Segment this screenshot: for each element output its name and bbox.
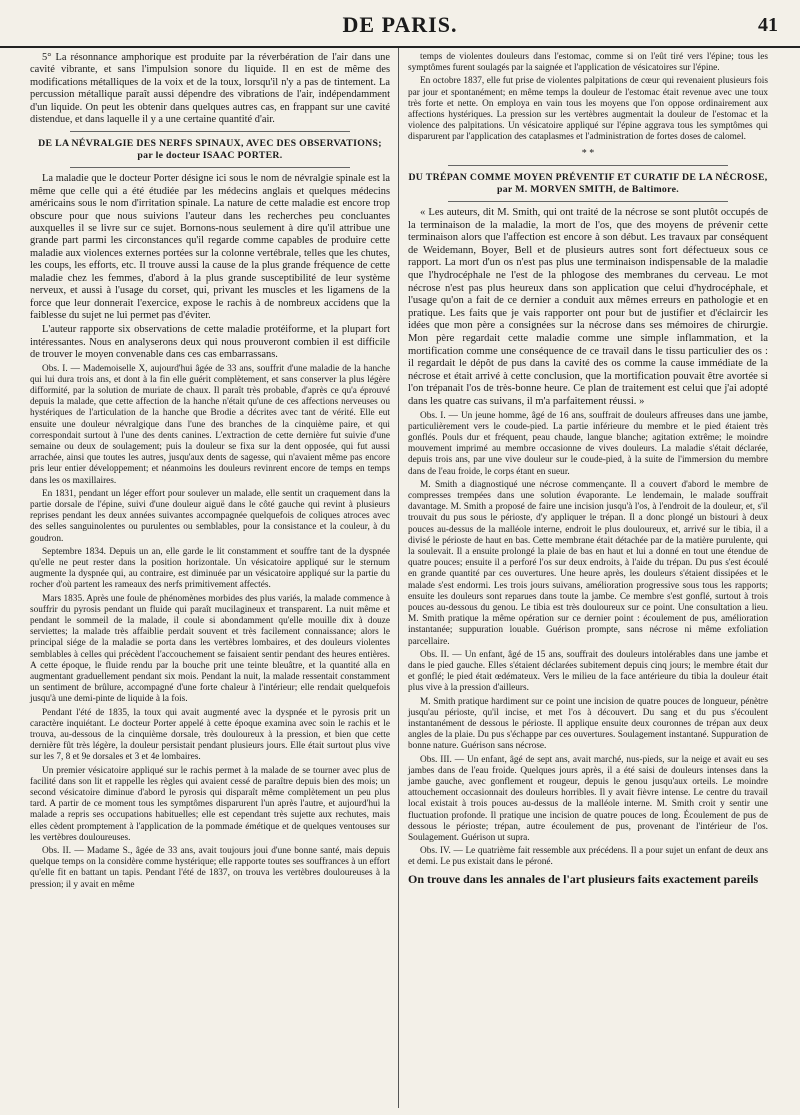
section-title-trepan: DU TRÉPAN COMME MOYEN PRÉVENTIF ET CURATIF DE LA NÉCROSE, par M. MORVEN SMITH, de Baltimore.: [408, 172, 768, 196]
observation-paragraph: Obs. IV. — Le quatrième fait ressemble aux précédens. Il a pour sujet un enfant de deux ans et demi. Le pus existait dans le péroné.: [408, 846, 768, 868]
quote-paragraph: « Les auteurs, dit M. Smith, qui ont traité de la nécrose se sont plutôt occupés de la terminaison de la maladie, la mort de l'os, que des moyens de prévenir cette terminaison alors que l'affection est encore à son début. Les travaux par conséquent de Weidemann, Boyer, Bell et de plusieurs autres sont fort défectueux sous ce rapport. La mort d'un os n'est pas plus une terminaison indispensable de la maladie que l'hydrocéphale ne l'est de la phlogose des membranes du cerveau. Le mot nécrose n'est pas plus heureux dans son application que celui d'hydrocéphale, et l'usage qu'on a fait de ce dernier a conduit aux mêmes erreurs en pathologie et en pratique. Les faits que je vais rapporter ont pour but de justifier et d'éclaircir les idées que mon père a consignées sur la nécrose dans ses mémoires de chirurgie. Mon père regardait cette maladie comme une simple inflammation, et la mortification comme une conséquence de ce travail dans le tissu particulier des os : il regardait le dépôt de pus dans la cavité des os comme la cause immédiate de la nécrose et était arrivé à cette conclusion, que la mortification pouvait être avortée si l'on trépanait l'os de très-bonne heure. Ce plan de traitement est celui que j'ai adopté dans les quatre cas suivans, il m'a parfaitement réussi. »: [408, 207, 768, 407]
page-header: [0, 0, 800, 48]
right-column: [408, 52, 768, 887]
observations-block: [30, 364, 390, 891]
section-rule: [448, 201, 728, 202]
observation-paragraph: Obs. I. — Mademoiselle X, aujourd'hui âgée de 33 ans, souffrit d'une maladie de la hanche qui lui dura trois ans, et dont à la fin elle guérit complètement, et sans conserver la plus légère difformité, par la solution de muriate de chaux. Il paraît très probable, d'après ce qu'a éprouvé depuis la malade, que cette affection de la hanche n'était qu'une de ces affections nerveuses ou hystériques de l'articulation de la hanche que Brodie a décrites avec tant de vérité. Elle eut ensuite une douleur névralgique dans l'une des branches de la cinquième paire, et qui correspondait surtout à l'une des dents canines. L'extraction de cette dernière fut suivie d'une semaine ou deux de soulagement; puis la douleur se fixa sur la dent opposée, qui fut aussi arrachée, ainsi que toutes les autres, jusqu'aux dents de sagesse, qui n'avaient même pas encore pris leur entier développement; et néanmoins les douleurs revinrent encore de temps en temps dans les os maxillaires.: [30, 363, 390, 486]
left-column: [30, 52, 390, 893]
observation-paragraph: temps de violentes douleurs dans l'estomac, comme si on l'eût tiré vers l'épine; tous les symptômes furent soulagés par la saignée et l'application de vésicatoires sur l'épine.: [408, 52, 768, 74]
observation-paragraph: Obs. I. — Un jeune homme, âgé de 16 ans, souffrait de douleurs affreuses dans une jambe, particulièrement vers le coude-pied. La partie inférieure du membre et le pied étaient très gonflés. Pouls dur et fréquent, peau chaude, langue blanche; agitation extrême; le moindre mouvement imprimé au membre occasionne de vives douleurs. La maladie s'était déclarée, depuis trois ans, par une vive douleur sur le coude-pied, à la suite de l'immersion du membre dans de l'eau froide, le corps étant en sueur.: [408, 410, 768, 477]
observation-paragraph: En octobre 1837, elle fut prise de violentes palpitations de cœur qui revenaient plusieurs fois par jour et spontanément; en même temps la douleur de l'estomac était revenue avec une toux très forte et nette. On employa en vain tous les moyens que l'on oppose ordinairement aux affections hystériques. La pression sur les vertèbres augmentait la douleur de l'estomac et la violence des palpitations. Un vésicatoire appliqué sur l'épine aggrava tous les symptômes qui disparurent par l'application des cataplasmes et l'administration de fortes doses de calomel.: [408, 76, 768, 143]
column-divider: [398, 48, 399, 1108]
observation-paragraph: Pendant l'été de 1835, la toux qui avait augmenté avec la dyspnée et le pyrosis prit un caractère inquiétant. Le docteur Porter appelé à cette époque examina avec soin le rachis et le trouva, au-dessous de la cinquième dorsale, très douloureux à la pression, et bien que cette dernière fût très légère, la douleur persistait pendant plusieurs jours. Elle était surtout plus vive sur les 7, 8 et 9e dorsales et 3 et 4e lombaires.: [30, 707, 390, 763]
observation-paragraph: Obs. II. — Madame S., âgée de 33 ans, avait toujours joui d'une bonne santé, mais depuis quelque temps on la considère comme hystérique; elle rapporte toutes ses souffrances à un effort qu'elle fit en battant un tapis. Pendant l'été de 1837, on trouva les vertèbres douloureuses à la pression; il y avait en même: [30, 846, 390, 890]
page-number: 41: [758, 14, 778, 36]
section-rule: [448, 165, 728, 166]
observation-paragraph: M. Smith a diagnostiqué une nécrose commençante. Il a couvert d'abord le membre de compresses trempées dans une solution évaporante. Le lendemain, le malade souffrait davantage. M. Smith a proposé de faire une incision jusqu'à l'os, à l'endroit de la douleur, et, s'il trouvait du pus sous le périoste, d'y appliquer le trépan. Il a donc plongé un bistouri à deux pouces au-dessus de la malléole interne, endroit le plus douloureux, et, arrivé sur le tibia, il a divisé le périoste de haut en bas. Cette membrane était détachée par de la matière purulente, qui la soulevait. Il a ensuite prolongé la plaie de bas en haut et lui a donné en tout une étendue de quatre pouces; ensuite il a perforé l'os sur deux endroits, à l'aide du trépan. Du pus s'est écoulé en grande quantité par ces ouvertures. Une heure après, les douleurs s'étaient dissipées et le malade s'est endormi. Les trois jours suivans, amélioration progressive sous tous les rapports; ensuite les douleurs sont reparues dans toute la jambe. Ce membre s'est gonflé, surtout à trois pouces au-dessous du genou. Le tibia est très douloureux sur ce point. Une consultation a lieu. M. Smith pratique la même opération sur ce dernier point : écoulement de pus, amélioration instantanée; suppuration louable. Guérison prompte, sans nécrose ni même exfoliation parcellaire.: [408, 479, 768, 647]
observation-paragraph: Septembre 1834. Depuis un an, elle garde le lit constamment et souffre tant de la dyspnée qu'elle ne peut rester dans la position horizontale. Un vésicatoire appliqué sur le sternum augmente la dyspnée qui, au contraire, est diminuée par un vésicatoire appliqué sur la partie du rocher d'où partent les rameaux des nerfs primitivement affectés.: [30, 546, 390, 591]
closing-line: On trouve dans les annales de l'art plusieurs faits exactement pareils: [408, 871, 759, 886]
intro-paragraph: 5° La résonnance amphorique est produite par la réverbération de l'air dans une cavité vibrante, et sans l'impulsion sonore du liquide. Il en est de même des modifications métalliques de la voix et de la toux, lorsqu'il n'y a pas de tintement. La percussion métallique paraît aussi dépendre des vibrations de l'air, indépendamment d'un liquide. On peut les obtenir dans quelques autres cas, en frappant sur une cavité distendue, et dans laquelle il y a une certaine quantité d'air.: [30, 52, 390, 126]
observation-paragraph: Obs. II. — Un enfant, âgé de 15 ans, souffrait des douleurs intolérables dans une jambe et dans le pied gauche. Elles s'étaient déclarées subitement depuis cinq jours; le membre était dur et gonflé; le pied était œdémateux. Vers le milieu de la face antérieure du tibia la douleur était plus vive à la pression d'ailleurs.: [408, 649, 768, 694]
section-separator-stars: * *: [581, 147, 595, 159]
continuation-block: [408, 52, 768, 144]
page-title: DE PARIS.: [342, 12, 458, 37]
observations-block: [408, 411, 768, 869]
quote-block: [408, 207, 768, 409]
observation-paragraph: Un premier vésicatoire appliqué sur le rachis permet à la malade de se tourner avec plus de facilité dans son lit et rappelle les règles qui avaient cessé de paraître depuis bien des mois; un second vésicatoire diminue d'abord le pyrosis qui disparaît même complètement un peu plus tard. A partir de ce moment tous les symptômes disparurent l'un après l'autre, et aujourd'hui la malade a repris ses occupations habituelles; elle est cependant très sujette aux rechutes, mais elles cèdent promptement à l'application de la pommade émétique et de quelques ventouses sur les vertèbres douloureuses.: [30, 765, 390, 843]
observation-paragraph: M. Smith pratique hardiment sur ce point une incision de quatre pouces de longueur, pénètre jusqu'au périoste, qu'il incise, et met l'os à découvert. Du sang et du pus s'écoulent instantanément de dessous le périoste. Il applique ensuite deux couronnes de trépan aux deux angles de la plaie. Du pus s'échappe par ces ouvertures. Soulagement instantané. Suppuration de bonne nature. Guérison sans nécrose.: [408, 696, 768, 752]
section-title-nevralgie: DE LA NÉVRALGIE DES NERFS SPINAUX, AVEC DES OBSERVATIONS; par le docteur ISAAC PORTER.: [38, 138, 382, 162]
observation-paragraph: En 1831, pendant un léger effort pour soulever un malade, elle sentit un craquement dans la partie dorsale de l'épine, suivi d'une douleur aiguë dans le côté gauche qui revint à plusieurs reprises pendant les deux années suivantes accompagnée quelquefois de coliques atroces avec des selles sanguinolentes ou purulentes ou semblables, pour la consistance et la couleur, à du goudron.: [30, 488, 390, 544]
article-paragraph: La maladie que le docteur Porter désigne ici sous le nom de névralgie spinale est la même que celle qui a été étudiée par les médecins anglais et quelques médecins américains sous le nom d'irritation spinale. La nature de cette maladie est encore trop obscure pour que nous suivions l'auteur dans les recherches peu concluantes auxquelles il se livre sur ce sujet. Bornons-nous seulement à dire qu'il attribue une grande part parmi les circonstances qu'il regarde comme capables de produire cette maladie aux violences externes portées sur la colonne vertébrale, telles que les chutes, les coups, les efforts, etc. Il trouve aussi la cause de la plus grande fréquence de cette maladie chez les femmes, d'abord à la plus grande susceptibilité de leur système nerveux, et aussi à l'usage du corset, qui, privant les muscles et les ligamens de la force que leur donnerait l'exercice, expose le rachis à de nombreux accidens que la faiblesse du sujet ne lui permet pas d'éviter.: [30, 173, 390, 321]
article-paragraph: L'auteur rapporte six observations de cette maladie protéiforme, et la plupart fort intéressantes. Nous en analyserons deux qui nous prouveront combien il est difficile de trouver le moyen convenable dans ces cas embarrassans.: [30, 324, 390, 361]
section-rule: [70, 167, 350, 168]
observation-paragraph: Obs. III. — Un enfant, âgé de sept ans, avait marché, nus-pieds, sur la neige et avait eu ses jambes dans de l'eau froide. Quelques jours après, il a été saisi de douleurs intenses dans la jambe gauche, avec gonflement et rougeur, depuis le genou jusqu'aux orteils. Le moindre attouchement occasionnait des douleurs horribles. Il y avait fièvre intense. Le centre du travail local existait à trois pouces au-dessus de la malléole interne. M. Smith croit y sentir une fluctuation profonde. Il pratique une incision de quatre pouces de long. Écoulement de pus de dessous le périoste; trépan, autre écoulement de pus, provenant de l'intérieur de l'os. Soulagement. Guérison ut supra.: [408, 754, 768, 844]
observation-paragraph: Mars 1835. Après une foule de phénomènes morbides des plus variés, la malade commence à souffrir du pyrosis pendant un fluide qui paraît mucilagineux et transparent. La nuit même et pendant le sommeil de la malade, il coule si abondamment qu'elle mouille dix à douze serviettes; la malade très affaiblie perdait souvent et très facilement connaissance; alors le principal siége de la maladie se porta dans les vertèbres lombaires, et des douleurs violentes semblables à celles qui précèdent l'accouchement se faisaient sentir pendant des heures entières. A cette époque, le fluide rendu par la bouche prit une teinte bleuâtre, et la quantité alla en augmentant graduellement pendant six mois. Pendant la nuit, la malade ressentait constamment un sentiment de brûlure, accompagné d'une forte chaleur à l'intérieur; elle rendait quelquefois jusqu'à une demi-pinte de liquide à la fois.: [30, 593, 390, 705]
section-rule: [70, 131, 350, 132]
